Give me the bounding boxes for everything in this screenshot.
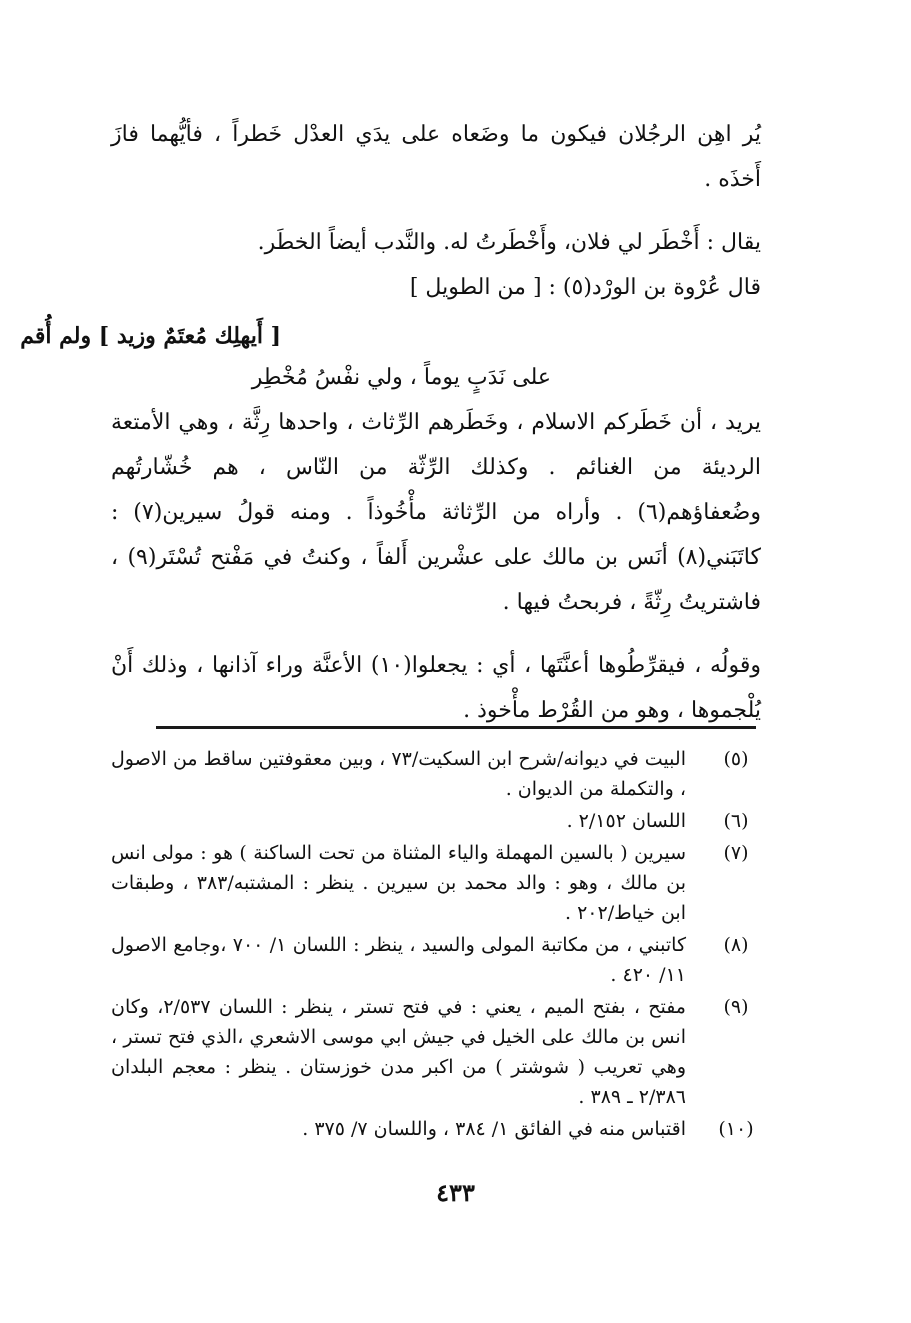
footnote-number: (١٠) <box>718 1118 754 1140</box>
paragraph: يُر اهِن الرجُلان فيكون ما وضَعاه على يدَي العدْل خَطراً ، فأيُّهما فازَ أَخذَه . <box>111 122 761 192</box>
verse-hemistich-first: [ أَيهلِك مُعتَمٌ وزيد ] ولم أُقم <box>20 323 281 349</box>
footnote-number: (٦) <box>723 810 749 832</box>
main-text-body <box>20 112 761 733</box>
footnote-number: (٨) <box>723 934 749 956</box>
footnote-text: سيرين ( بالسين المهملة والياء المثناة من تحت الساكنة ) هو : مولى انس بن مالك ، وهو : والد محمد بن سيرين . ينظر : المشتبه/٣٨٣ ، وطبقات ابن خياط/٢٠٢ . <box>111 842 687 924</box>
poetry-verse <box>20 314 761 400</box>
footnote-number: (٧) <box>723 842 749 864</box>
footnote-text: كاتبني ، من مكاتبة المولى والسيد ، ينظر : اللسان ١/ ٧٠٠ ،وجامع الاصول ١١/ ٤٢٠ . <box>111 934 686 986</box>
footnote-text: مفتح ، بفتح الميم ، يعني : في فتح تستر ، ينظر : اللسان ٢/٥٣٧، وكان انس بن مالك على الخيل في جيش ابي موسى الاشعري ،الذي فتح تستر ، وهي تعريب ( شوشتر ) من اكبر مدن خوزستان . ينظر : معجم البلدان ٢/٣٨٦ ـ ٣٨٩ . <box>111 996 686 1108</box>
footnote-text: اقتباس منه في الفائق ١/ ٣٨٤ ، واللسان ٧/ ٣٧٥ . <box>302 1118 686 1140</box>
footnote-text: اللسان ٢/١٥٢ . <box>566 810 686 832</box>
paragraph: يريد ، أن خَطَركم الاسلام ، وخَطَرهم الرِّثاث ، واحدها رِثَّة ، وهي الأمتعة الرديئة من الغنائم . وكذلك الرِّثّة من النّاس ، هم خُشّارتُهم وضُعفاؤهم(٦) . وأراه من الرِّثاثة مأْخُوذاً . ومنه قولُ سيرين(٧) : كاتَبَني(٨) أنَس بن مالك على عشْرين أَلفاً ، وكنتُ في مَفْتح تُسْتَر(٩) ، فاشتريتُ رِثّةً ، فربحتُ فيها . <box>111 410 761 615</box>
footnote-item <box>111 806 761 836</box>
footnote-item <box>111 838 761 928</box>
footnote-item <box>111 992 761 1112</box>
footnote-item <box>111 744 761 804</box>
footnotes-section <box>111 744 761 1146</box>
footnote-item <box>111 1114 761 1144</box>
paragraph: يقال : أَخْطَر لي فلان، وأَخْطَرتُ له. والنَّدب أيضاً الخطَر. <box>257 230 761 255</box>
footnote-separator-line <box>156 726 756 729</box>
paragraph: وقولُه ، فيقرِّطُوها أعنَّتَها ، أي : يجعلوا(١٠) الأعنَّة وراء آذانها ، وذلك أَنْ يُلْجموها ، وهو من القُرْط مأْخوذ . <box>111 653 761 723</box>
footnote-number: (٥) <box>723 748 749 770</box>
page-number: ٤٣٣ <box>436 1178 475 1207</box>
footnote-number: (٩) <box>723 996 749 1018</box>
paragraph-verse-intro: قال عُرْوة بن الورْد(٥) : [ من الطويل ] <box>409 275 761 300</box>
footnote-item <box>111 930 761 990</box>
verse-hemistich-second: على نَدَبٍ يوماً ، ولي نفْسُ مُخْطِر <box>251 365 551 390</box>
footnote-text: البيت في ديوانه/شرح ابن السكيت/٧٣ ، وبين معقوفتين ساقط من الاصول ، والتكملة من الديوان . <box>111 748 686 800</box>
